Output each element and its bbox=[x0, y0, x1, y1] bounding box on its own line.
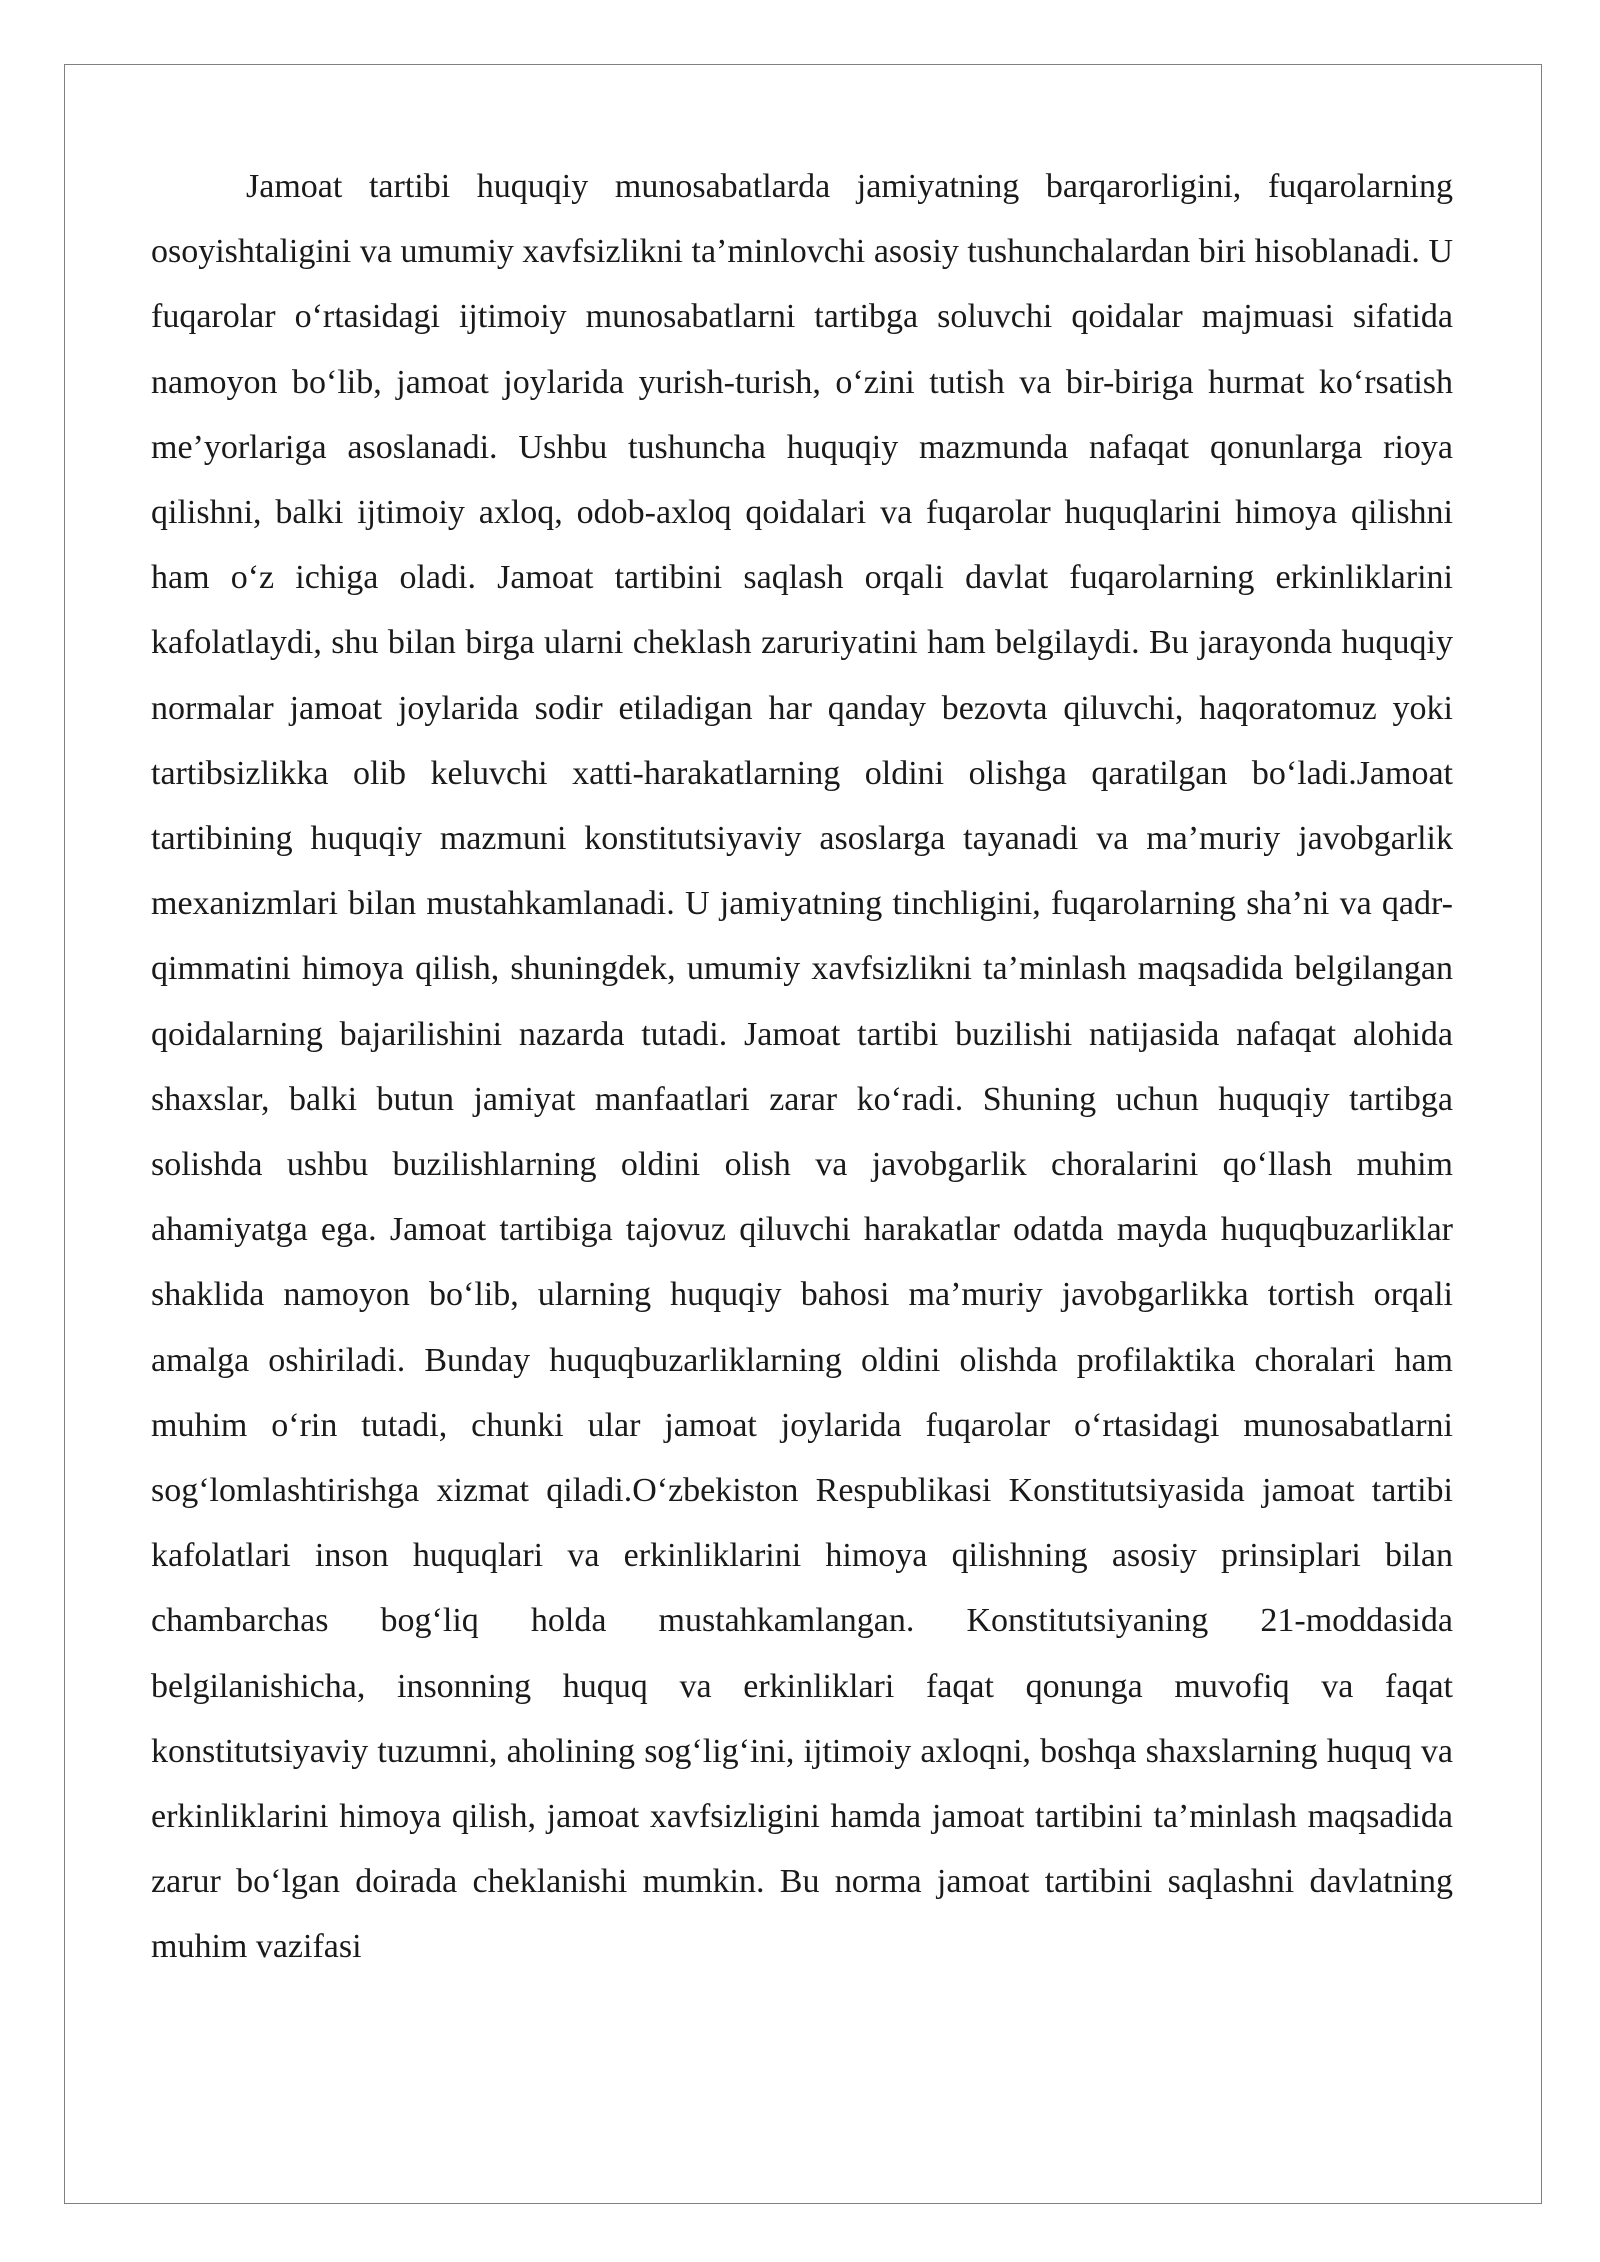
body-paragraph: Jamoat tartibi huquqiy munosabatlarda jamiyatning barqarorligini, fuqarolarning osoyishtaligini va umumiy xavfsizlikni ta’minlovchi asosiy tushunchalardan biri hisoblanadi. U fuqarolar o‘rtasidagi ijtimoiy munosabatlarni tartibga soluvchi qoidalar majmuasi sifatida namoyon bo‘lib, jamoat joylarida yurish-turish, o‘zini tutish va bir-biriga hurmat ko‘rsatish me’yorlariga asoslanadi. Ushbu tushuncha huquqiy mazmunda nafaqat qonunlarga rioya qilishni, balki ijtimoiy axloq, odob-axloq qoidalari va fuqarolar huquqlarini himoya qilishni ham o‘z ichiga oladi. Jamoat tartibini saqlash orqali davlat fuqarolarning erkinliklarini kafolatlaydi, shu bilan birga ularni cheklash zaruriyatini ham belgilaydi. Bu jarayonda huquqiy normalar jamoat joylarida sodir etiladigan har qanday bezovta qiluvchi, haqoratomuz yoki tartibsizlikka olib keluvchi xatti-harakatlarning oldini olishga qaratilgan bo‘ladi.Jamoat tartibining huquqiy mazmuni konstitutsiyaviy asoslarga tayanadi va ma’muriy javobgarlik mexanizmlari bilan mustahkamlanadi. U jamiyatning tinchligini, fuqarolarning sha’ni va qadr-qimmatini himoya qilish, shuningdek, umumiy xavfsizlikni ta’minlash maqsadida belgilangan qoidalarning bajarilishini nazarda tutadi. Jamoat tartibi buzilishi natijasida nafaqat alohida shaxslar, balki butun jamiyat manfaatlari zarar ko‘radi. Shuning uchun huquqiy tartibga solishda ushbu buzilishlarning oldini olish va javobgarlik choralarini qo‘llash muhim ahamiyatga ega. Jamoat tartibiga tajovuz qiluvchi harakatlar odatda mayda huquqbuzarliklar shaklida namoyon bo‘lib, ularning huquqiy bahosi ma’muriy javobgarlikka tortish orqali amalga oshiriladi. Bunday huquqbuzarliklarning oldini olishda profilaktika choralari ham muhim o‘rin tutadi, chunki ular jamoat joylarida fuqarolar o‘rtasidagi munosabatlarni sog‘lomlashtirishga xizmat qiladi.O‘zbekiston Respublikasi Konstitutsiyasida jamoat tartibi kafolatlari inson huquqlari va erkinliklarini himoya qilishning asosiy prinsiplari bilan chambarchas bog‘liq holda mustahkamlangan. Konstitutsiyaning 21-moddasida belgilanishicha, insonning huquq va erkinliklari faqat qonunga muvofiq va faqat konstitutsiyaviy tuzumni, aholining sog‘lig‘ini, ijtimoiy axloqni, boshqa shaxslarning huquq va erkinliklarini himoya qilish, jamoat xavfsizligini hamda jamoat tartibini ta’minlash maqsadida zarur bo‘lgan doirada cheklanishi mumkin. Bu norma jamoat tartibini saqlashni davlatning muhim vazifasi bbox=[151, 168, 1453, 1966]
